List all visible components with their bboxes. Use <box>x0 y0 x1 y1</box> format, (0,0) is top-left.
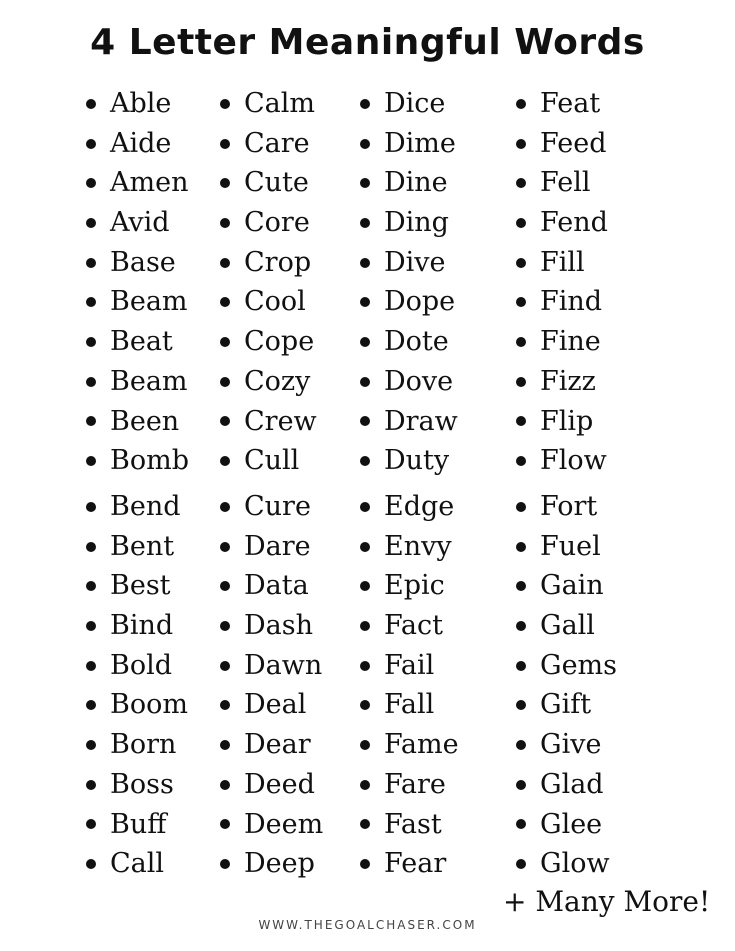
word-text: Cute <box>244 167 309 199</box>
bullet-icon <box>86 337 96 347</box>
word-list-item <box>360 527 459 567</box>
bullet-icon <box>220 819 230 829</box>
word-list-item <box>516 646 617 686</box>
bullet-icon <box>360 178 370 188</box>
word-text: Fine <box>540 326 601 358</box>
word-list-item <box>516 402 608 442</box>
word-text: Base <box>110 246 176 278</box>
word-list-item <box>220 844 323 884</box>
bullet-icon <box>86 700 96 710</box>
bullet-icon <box>360 502 370 512</box>
word-text: Gems <box>540 649 618 681</box>
bullet-icon <box>360 416 370 426</box>
word-list-item <box>86 527 188 567</box>
bullet-icon <box>220 377 230 387</box>
bullet-icon <box>86 139 96 149</box>
word-text: Fizz <box>540 365 596 397</box>
word-list-item <box>220 441 317 481</box>
word-list-item <box>360 362 458 402</box>
word-text: Fell <box>540 167 591 199</box>
bullet-icon <box>360 700 370 710</box>
word-text: Crop <box>244 246 312 278</box>
word-list-item <box>220 362 317 402</box>
word-list-item <box>86 362 189 402</box>
word-text: Duty <box>384 445 450 477</box>
word-text: Dawn <box>244 649 323 681</box>
word-list-item <box>516 84 608 124</box>
bullet-icon <box>360 819 370 829</box>
word-text: Dime <box>384 127 456 159</box>
word-list-item <box>360 84 458 124</box>
word-list-item <box>220 322 317 362</box>
word-text: Fill <box>540 246 585 278</box>
word-text: Born <box>110 729 177 761</box>
bullet-icon <box>360 456 370 466</box>
word-text: Glad <box>540 768 604 800</box>
bullet-icon <box>220 780 230 790</box>
word-text: Bent <box>110 530 175 562</box>
bullet-icon <box>516 502 526 512</box>
word-list-item <box>516 685 617 725</box>
word-text: Beam <box>110 286 188 318</box>
word-text: Fail <box>384 649 435 681</box>
word-text: Gain <box>540 570 604 602</box>
word-list-item <box>86 124 189 164</box>
word-list-item <box>86 566 188 606</box>
word-text: Cope <box>244 326 315 358</box>
bullet-icon <box>86 416 96 426</box>
bullet-icon <box>360 859 370 869</box>
word-list-item <box>360 685 459 725</box>
word-text: Aide <box>110 127 172 159</box>
bullet-icon <box>220 456 230 466</box>
word-column-cd <box>220 487 323 884</box>
word-list-item <box>360 402 458 442</box>
bullet-icon <box>516 700 526 710</box>
word-list-item <box>516 163 608 203</box>
word-list-item <box>516 487 617 527</box>
bullet-icon <box>360 377 370 387</box>
word-text: Dove <box>384 365 454 397</box>
word-text: Glow <box>540 848 610 880</box>
word-text: Ding <box>384 207 449 239</box>
word-text: Dear <box>244 729 311 761</box>
bullet-icon <box>220 581 230 591</box>
word-text: Bomb <box>110 445 189 477</box>
word-text: Call <box>110 848 165 880</box>
word-list-item <box>86 402 189 442</box>
word-text: Avid <box>110 207 170 239</box>
word-list-item <box>220 725 323 765</box>
word-list-item <box>516 527 617 567</box>
word-text: Flip <box>540 405 594 437</box>
word-text: Dive <box>384 246 446 278</box>
bullet-icon <box>360 258 370 268</box>
word-text: Epic <box>384 570 445 602</box>
word-list-item <box>516 322 608 362</box>
bullet-icon <box>86 297 96 307</box>
word-text: Bend <box>110 491 181 522</box>
bullet-icon <box>516 297 526 307</box>
word-text: Cozy <box>244 365 311 397</box>
bullet-icon <box>86 99 96 109</box>
bullet-icon <box>220 218 230 228</box>
word-column-c <box>220 84 317 481</box>
word-list-item <box>516 805 617 845</box>
word-text: Beat <box>110 326 173 358</box>
word-text: Fuel <box>540 530 601 562</box>
word-list-item <box>360 487 459 527</box>
bullet-icon <box>86 542 96 552</box>
word-list-item <box>220 124 317 164</box>
word-list-item <box>220 84 317 124</box>
word-text: Dope <box>384 286 456 318</box>
word-list-item <box>516 243 608 283</box>
word-list-item <box>86 606 188 646</box>
word-list-item <box>516 282 608 322</box>
word-list-item <box>516 606 617 646</box>
bullet-icon <box>86 621 96 631</box>
word-list-item <box>516 566 617 606</box>
word-text: Fall <box>384 689 435 721</box>
word-text: Feat <box>540 88 601 119</box>
word-list-item <box>220 566 323 606</box>
word-list-item <box>86 805 188 845</box>
bullet-icon <box>220 859 230 869</box>
word-text: Fort <box>540 491 598 522</box>
word-list-item <box>360 765 459 805</box>
bullet-icon <box>86 377 96 387</box>
word-text: Deal <box>244 689 307 721</box>
word-text: Fact <box>384 610 443 642</box>
word-text: Give <box>540 729 602 761</box>
word-list-item <box>86 322 189 362</box>
page-title: 4 Letter Meaningful Words <box>90 22 645 63</box>
word-list-item <box>360 243 458 283</box>
word-list-item <box>86 487 188 527</box>
word-text: Deed <box>244 768 315 800</box>
word-text: Find <box>540 286 603 318</box>
word-list-item <box>516 362 608 402</box>
bullet-icon <box>220 337 230 347</box>
word-list-item <box>360 124 458 164</box>
bullet-icon <box>516 542 526 552</box>
word-list-item <box>220 487 323 527</box>
word-column-d <box>360 84 458 481</box>
bullet-icon <box>516 819 526 829</box>
word-list-item <box>360 441 458 481</box>
bullet-icon <box>86 581 96 591</box>
word-column-a <box>86 84 189 481</box>
word-list-item <box>360 163 458 203</box>
word-text: Feed <box>540 127 607 159</box>
word-text: Draw <box>384 405 458 437</box>
word-text: Dare <box>244 530 311 562</box>
word-list-item <box>516 725 617 765</box>
word-text: Flow <box>540 445 607 477</box>
bullet-icon <box>86 740 96 750</box>
word-list-item <box>220 402 317 442</box>
word-text: Cull <box>244 445 300 477</box>
word-list-item <box>516 124 608 164</box>
word-column-fg <box>516 487 617 884</box>
word-text: Boom <box>110 689 188 721</box>
word-list-item <box>516 441 608 481</box>
word-column-b <box>86 487 188 884</box>
word-list-item <box>86 243 189 283</box>
bullet-icon <box>360 218 370 228</box>
bullet-icon <box>516 780 526 790</box>
word-text: Fast <box>384 808 442 840</box>
bullet-icon <box>516 740 526 750</box>
bullet-icon <box>220 621 230 631</box>
bullet-icon <box>360 581 370 591</box>
bullet-icon <box>516 621 526 631</box>
word-text: Gall <box>540 610 595 642</box>
bullet-icon <box>516 456 526 466</box>
word-list-item <box>360 805 459 845</box>
word-text: Amen <box>110 167 189 199</box>
word-text: Bind <box>110 610 174 642</box>
bullet-icon <box>220 178 230 188</box>
word-list-item <box>220 606 323 646</box>
word-text: Fame <box>384 729 459 761</box>
word-text: Dash <box>244 610 313 642</box>
word-list-item <box>220 163 317 203</box>
bullet-icon <box>220 297 230 307</box>
bullet-icon <box>360 139 370 149</box>
bullet-icon <box>516 377 526 387</box>
word-list-item <box>360 566 459 606</box>
bullet-icon <box>360 780 370 790</box>
bullet-icon <box>516 859 526 869</box>
bullet-icon <box>220 258 230 268</box>
word-list-item <box>220 646 323 686</box>
word-list-item <box>220 243 317 283</box>
word-text: Dice <box>384 88 446 119</box>
bullet-icon <box>86 178 96 188</box>
bullet-icon <box>86 819 96 829</box>
bullet-icon <box>516 581 526 591</box>
word-text: Deem <box>244 808 324 840</box>
word-list-item <box>86 163 189 203</box>
word-text: Fend <box>540 207 608 239</box>
bullet-icon <box>220 661 230 671</box>
word-list-item <box>86 725 188 765</box>
bullet-icon <box>360 740 370 750</box>
bullet-icon <box>220 416 230 426</box>
word-text: Able <box>110 88 172 119</box>
footer-url: WWW.THEGOALCHASER.COM <box>258 918 477 932</box>
bullet-icon <box>220 542 230 552</box>
word-list-item <box>360 282 458 322</box>
word-column-ef <box>360 487 459 884</box>
bullet-icon <box>220 502 230 512</box>
word-list-item <box>360 646 459 686</box>
word-text: Gift <box>540 689 592 721</box>
bullet-icon <box>516 99 526 109</box>
bullet-icon <box>516 337 526 347</box>
word-list-item <box>86 282 189 322</box>
bullet-icon <box>86 456 96 466</box>
word-list-item <box>220 203 317 243</box>
word-text: Calm <box>244 88 315 119</box>
word-text: Fear <box>384 848 447 880</box>
word-list-item <box>86 84 189 124</box>
word-list-item <box>360 606 459 646</box>
word-list-item <box>360 203 458 243</box>
bullet-icon <box>360 337 370 347</box>
word-text: Glee <box>540 808 603 840</box>
bullet-icon <box>220 740 230 750</box>
word-text: Crew <box>244 405 317 437</box>
word-list-item <box>220 805 323 845</box>
bullet-icon <box>516 661 526 671</box>
bullet-icon <box>86 859 96 869</box>
bullet-icon <box>86 661 96 671</box>
word-text: Cool <box>244 286 306 318</box>
word-text: Buff <box>110 808 167 840</box>
word-text: Deep <box>244 848 315 880</box>
word-list-item <box>516 765 617 805</box>
word-text: Best <box>110 570 171 602</box>
word-list-item <box>516 844 617 884</box>
word-list-item <box>86 203 189 243</box>
word-list-item <box>220 685 323 725</box>
word-list-item <box>516 203 608 243</box>
word-text: Cure <box>244 491 311 522</box>
bullet-icon <box>360 297 370 307</box>
bullet-icon <box>516 178 526 188</box>
bullet-icon <box>360 99 370 109</box>
bullet-icon <box>86 780 96 790</box>
word-list-item <box>360 322 458 362</box>
word-text: Dine <box>384 167 448 199</box>
word-text: Core <box>244 207 310 239</box>
word-list-item <box>220 765 323 805</box>
word-text: Edge <box>384 491 455 522</box>
word-text: Envy <box>384 530 452 562</box>
bullet-icon <box>360 621 370 631</box>
bullet-icon <box>516 139 526 149</box>
word-list-item <box>220 282 317 322</box>
bullet-icon <box>360 661 370 671</box>
word-list-item <box>220 527 323 567</box>
bullet-icon <box>516 416 526 426</box>
bullet-icon <box>360 542 370 552</box>
word-text: Bold <box>110 649 173 681</box>
bullet-icon <box>220 99 230 109</box>
bullet-icon <box>86 218 96 228</box>
word-text: Data <box>244 570 309 602</box>
word-text: Been <box>110 405 180 437</box>
bullet-icon <box>516 218 526 228</box>
word-text: Beam <box>110 365 188 397</box>
word-list-item <box>86 765 188 805</box>
word-list-item <box>86 441 189 481</box>
word-text: Dote <box>384 326 449 358</box>
word-text: Care <box>244 127 310 159</box>
word-list-item <box>360 844 459 884</box>
bullet-icon <box>86 502 96 512</box>
bullet-icon <box>220 700 230 710</box>
word-list-item <box>86 646 188 686</box>
word-list-item <box>86 844 188 884</box>
bullet-icon <box>86 258 96 268</box>
word-list-item <box>86 685 188 725</box>
many-more-label: + Many More! <box>503 885 711 918</box>
word-list-item <box>360 725 459 765</box>
word-text: Fare <box>384 768 446 800</box>
bullet-icon <box>516 258 526 268</box>
word-column-f <box>516 84 608 481</box>
bullet-icon <box>220 139 230 149</box>
word-text: Boss <box>110 768 174 800</box>
